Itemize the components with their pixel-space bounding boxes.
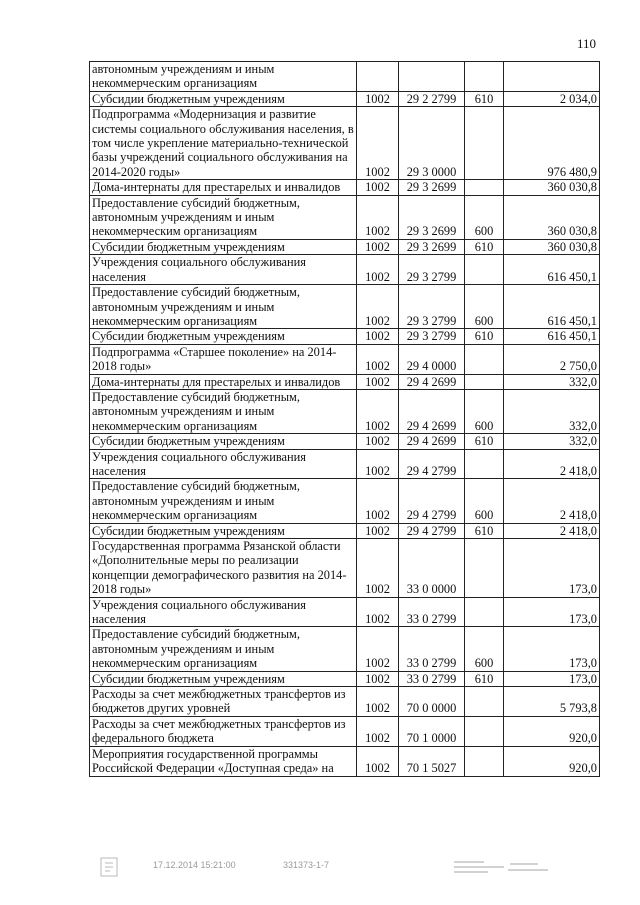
cell-name: Предоставление субсидий бюджетным, автономным учреждениям и иным некоммерческим организациям	[90, 389, 357, 433]
table-row	[90, 746, 600, 776]
cell-section: 1002	[357, 434, 399, 449]
cell-article: 29 3 2699	[399, 180, 465, 195]
cell-article: 29 4 2799	[399, 523, 465, 538]
cell-section: 1002	[357, 716, 399, 746]
cell-type	[465, 449, 504, 479]
stamp-icon	[99, 856, 119, 878]
cell-amount: 360 030,8	[504, 180, 600, 195]
cell-amount: 616 450,1	[504, 329, 600, 344]
cell-name: Субсидии бюджетным учреждениям	[90, 329, 357, 344]
cell-article: 29 4 2699	[399, 374, 465, 389]
page-footer	[0, 856, 640, 876]
cell-amount: 360 030,8	[504, 195, 600, 239]
cell-amount: 360 030,8	[504, 239, 600, 254]
cell-article: 29 4 2699	[399, 389, 465, 433]
table-row	[90, 479, 600, 523]
cell-name: Субсидии бюджетным учреждениям	[90, 91, 357, 106]
cell-section: 1002	[357, 195, 399, 239]
cell-article: 29 4 2699	[399, 434, 465, 449]
cell-section: 1002	[357, 687, 399, 717]
cell-type: 600	[465, 627, 504, 671]
cell-amount	[504, 62, 600, 92]
cell-type: 600	[465, 479, 504, 523]
table-row	[90, 344, 600, 374]
cell-section: 1002	[357, 180, 399, 195]
cell-article: 29 3 2699	[399, 195, 465, 239]
cell-name: Учреждения социального обслуживания населения	[90, 449, 357, 479]
cell-type	[465, 255, 504, 285]
cell-name: Дома-интернаты для престарелых и инвалидов	[90, 374, 357, 389]
table-row	[90, 716, 600, 746]
cell-name: Субсидии бюджетным учреждениям	[90, 523, 357, 538]
cell-name: Субсидии бюджетным учреждениям	[90, 671, 357, 686]
cell-section: 1002	[357, 746, 399, 776]
cell-section: 1002	[357, 344, 399, 374]
table-row	[90, 597, 600, 627]
cell-type	[465, 597, 504, 627]
budget-table-body	[90, 62, 600, 777]
table-row	[90, 329, 600, 344]
cell-type	[465, 374, 504, 389]
cell-name: Расходы за счет межбюджетных трансфертов из бюджетов других уровней	[90, 687, 357, 717]
cell-article: 33 0 2799	[399, 627, 465, 671]
cell-section: 1002	[357, 597, 399, 627]
cell-amount: 2 034,0	[504, 91, 600, 106]
cell-amount: 2 418,0	[504, 449, 600, 479]
cell-amount: 976 480,9	[504, 107, 600, 180]
table-row	[90, 239, 600, 254]
cell-amount: 2 418,0	[504, 523, 600, 538]
cell-name: Учреждения социального обслуживания населения	[90, 597, 357, 627]
cell-article: 29 4 2799	[399, 479, 465, 523]
table-row	[90, 255, 600, 285]
table-row	[90, 195, 600, 239]
cell-article: 33 0 2799	[399, 671, 465, 686]
cell-type	[465, 687, 504, 717]
cell-name: Государственная программа Рязанской области «Дополнительные меры по реализации концепции демографического развития на 2014-2018 годы»	[90, 539, 357, 598]
table-row	[90, 180, 600, 195]
cell-name: Предоставление субсидий бюджетным, автономным учреждениям и иным некоммерческим организациям	[90, 627, 357, 671]
cell-amount: 5 793,8	[504, 687, 600, 717]
cell-section: 1002	[357, 107, 399, 180]
budget-table	[89, 61, 600, 777]
cell-amount: 173,0	[504, 597, 600, 627]
cell-section: 1002	[357, 539, 399, 598]
footer-doc-number: 331373-1-7	[283, 860, 330, 870]
cell-amount: 332,0	[504, 389, 600, 433]
page-number: 110	[576, 36, 596, 51]
cell-type: 610	[465, 91, 504, 106]
table-row	[90, 374, 600, 389]
cell-article: 33 0 2799	[399, 597, 465, 627]
table-row	[90, 285, 600, 329]
cell-type	[465, 180, 504, 195]
cell-article: 29 2 2799	[399, 91, 465, 106]
table-row	[90, 389, 600, 433]
cell-amount: 920,0	[504, 746, 600, 776]
cell-amount: 173,0	[504, 627, 600, 671]
cell-name: автономным учреждениям и иным некоммерческим организациям	[90, 62, 357, 92]
table-row	[90, 627, 600, 671]
cell-name: Субсидии бюджетным учреждениям	[90, 239, 357, 254]
cell-section: 1002	[357, 389, 399, 433]
cell-article: 70 1 0000	[399, 716, 465, 746]
cell-amount: 2 418,0	[504, 479, 600, 523]
cell-section: 1002	[357, 523, 399, 538]
cell-section	[357, 62, 399, 92]
cell-type: 610	[465, 671, 504, 686]
table-row	[90, 687, 600, 717]
cell-amount: 616 450,1	[504, 285, 600, 329]
cell-type: 600	[465, 389, 504, 433]
cell-name: Предоставление субсидий бюджетным, автономным учреждениям и иным некоммерческим организациям	[90, 285, 357, 329]
cell-type	[465, 539, 504, 598]
cell-name: Мероприятия государственной программы Российской Федерации «Доступная среда» на	[90, 746, 357, 776]
cell-name: Дома-интернаты для престарелых и инвалидов	[90, 180, 357, 195]
table-row	[90, 91, 600, 106]
cell-section: 1002	[357, 449, 399, 479]
cell-name: Подпрограмма «Модернизация и развитие системы социального обслуживания населения, в том числе укрепление материально-технической базы учреждений социального обслуживания на 2014-2020 годы»	[90, 107, 357, 180]
cell-section: 1002	[357, 239, 399, 254]
cell-article	[399, 62, 465, 92]
cell-section: 1002	[357, 91, 399, 106]
cell-section: 1002	[357, 627, 399, 671]
table-row	[90, 62, 600, 92]
cell-type: 610	[465, 523, 504, 538]
cell-article: 29 4 0000	[399, 344, 465, 374]
cell-type: 610	[465, 239, 504, 254]
cell-article: 29 3 2799	[399, 329, 465, 344]
cell-article: 29 4 2799	[399, 449, 465, 479]
table-row	[90, 671, 600, 686]
cell-amount: 2 750,0	[504, 344, 600, 374]
cell-section: 1002	[357, 329, 399, 344]
logo-icon	[450, 856, 560, 876]
footer-date: 17.12.2014 15:21:00	[153, 860, 236, 870]
cell-section: 1002	[357, 479, 399, 523]
cell-amount: 332,0	[504, 374, 600, 389]
cell-article: 33 0 0000	[399, 539, 465, 598]
cell-section: 1002	[357, 255, 399, 285]
table-row	[90, 449, 600, 479]
cell-name: Расходы за счет межбюджетных трансфертов из федерального бюджета	[90, 716, 357, 746]
cell-section: 1002	[357, 374, 399, 389]
cell-name: Предоставление субсидий бюджетным, автономным учреждениям и иным некоммерческим организациям	[90, 195, 357, 239]
table-row	[90, 107, 600, 180]
cell-section: 1002	[357, 671, 399, 686]
cell-article: 29 3 0000	[399, 107, 465, 180]
cell-article: 70 1 5027	[399, 746, 465, 776]
cell-type: 600	[465, 285, 504, 329]
table-row	[90, 523, 600, 538]
cell-name: Субсидии бюджетным учреждениям	[90, 434, 357, 449]
cell-amount: 920,0	[504, 716, 600, 746]
cell-type: 610	[465, 329, 504, 344]
cell-type	[465, 62, 504, 92]
table-row	[90, 539, 600, 598]
cell-type	[465, 716, 504, 746]
cell-amount: 332,0	[504, 434, 600, 449]
cell-type	[465, 107, 504, 180]
cell-article: 29 3 2799	[399, 285, 465, 329]
cell-article: 29 3 2699	[399, 239, 465, 254]
cell-type: 610	[465, 434, 504, 449]
cell-amount: 616 450,1	[504, 255, 600, 285]
cell-amount: 173,0	[504, 539, 600, 598]
cell-name: Учреждения социального обслуживания населения	[90, 255, 357, 285]
cell-type	[465, 344, 504, 374]
cell-article: 70 0 0000	[399, 687, 465, 717]
cell-type	[465, 746, 504, 776]
table-row	[90, 434, 600, 449]
cell-amount: 173,0	[504, 671, 600, 686]
cell-name: Подпрограмма «Старшее поколение» на 2014-2018 годы»	[90, 344, 357, 374]
cell-name: Предоставление субсидий бюджетным, автономным учреждениям и иным некоммерческим организациям	[90, 479, 357, 523]
cell-type: 600	[465, 195, 504, 239]
cell-section: 1002	[357, 285, 399, 329]
cell-article: 29 3 2799	[399, 255, 465, 285]
